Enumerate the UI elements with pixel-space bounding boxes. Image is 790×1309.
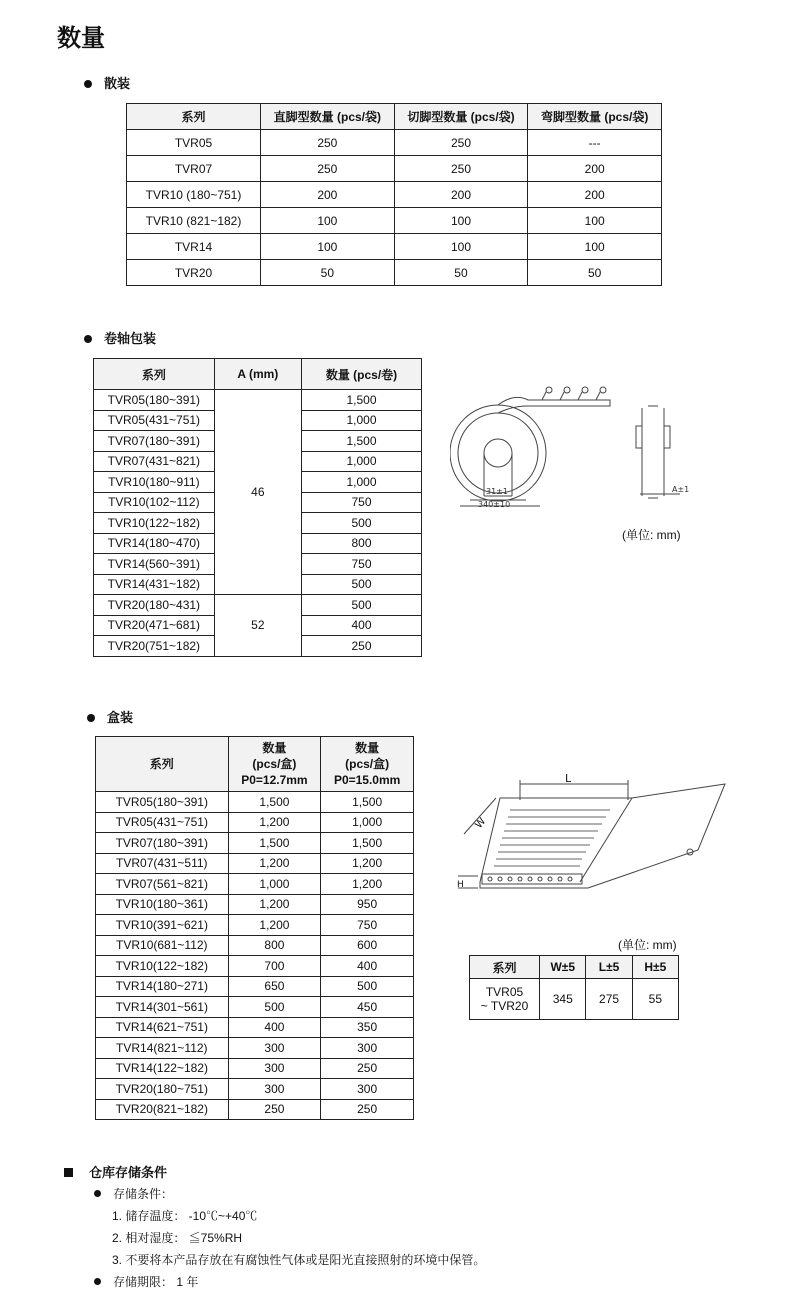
dim-series-cell [470, 979, 540, 1020]
table-cell: TVR10(681~112) [96, 935, 229, 956]
table-row [96, 1038, 414, 1059]
table-row [127, 156, 662, 182]
table-cell: 200 [528, 182, 662, 208]
quantity-cell: 500 [302, 513, 422, 534]
table-cell: 200 [261, 182, 395, 208]
table-row [96, 1058, 414, 1079]
table-cell: 300 [228, 1058, 321, 1079]
reel-header-qty: 数量 (pcs/卷) [302, 359, 422, 390]
table-row [96, 915, 414, 936]
table-row [127, 260, 662, 286]
table-row [94, 595, 422, 616]
table-cell: TVR10 (821~182) [127, 208, 261, 234]
series-cell: TVR10(122~182) [94, 513, 215, 534]
storage-condition [94, 1185, 173, 1202]
dim-series-line2: ~ TVR20 [480, 999, 529, 1013]
table-cell: 600 [321, 935, 414, 956]
table-row [96, 1099, 414, 1120]
quantity-cell: 1,000 [302, 451, 422, 472]
quantity-cell: 750 [302, 492, 422, 513]
table-cell: 50 [394, 260, 528, 286]
table-cell: 1,200 [321, 853, 414, 874]
bulk-heading-label: 散装 [104, 77, 131, 92]
table-cell: 200 [394, 182, 528, 208]
box-diagram [450, 770, 735, 910]
table-cell: 250 [321, 1058, 414, 1079]
table-row [96, 853, 414, 874]
table-row [96, 976, 414, 997]
table-cell: TVR14(180~271) [96, 976, 229, 997]
dim-table-row [470, 979, 679, 1020]
series-cell: TVR07(431~821) [94, 451, 215, 472]
dim-l-value: 275 [586, 979, 632, 1020]
storage-item: 1. 储存温度： -10℃~+40℃ [112, 1209, 258, 1223]
table-cell: 1,500 [228, 833, 321, 854]
table-row [96, 956, 414, 977]
table-cell: TVR20(180~751) [96, 1079, 229, 1100]
table-cell: 250 [321, 1099, 414, 1120]
reel-unit-label: (单位: mm) [622, 528, 681, 542]
series-cell: TVR14(560~391) [94, 554, 215, 575]
table-cell: 500 [228, 997, 321, 1018]
bulk-header-series: 系列 [127, 104, 261, 130]
box-header-pitch: P0=15.0mm [333, 773, 401, 787]
table-cell: 650 [228, 976, 321, 997]
table-cell: 200 [528, 156, 662, 182]
dim-h-value: 55 [632, 979, 678, 1020]
quantity-cell: 1,500 [302, 390, 422, 411]
table-row [96, 935, 414, 956]
box-header-p150 [321, 737, 414, 792]
table-cell: 250 [228, 1099, 321, 1120]
table-cell: 100 [394, 208, 528, 234]
series-cell: TVR20(180~431) [94, 595, 215, 616]
dim-series-line1: TVR05 [485, 985, 524, 999]
table-row [127, 182, 662, 208]
dim-header-h: H±5 [632, 956, 678, 979]
box-dim-table [469, 955, 679, 1020]
table-cell: 350 [321, 1017, 414, 1038]
storage-heading-label: 仓库存储条件 [89, 1166, 168, 1181]
square-bullet-icon [64, 1168, 73, 1177]
table-cell: TVR07(180~391) [96, 833, 229, 854]
table-row [94, 390, 422, 411]
table-cell: 1,500 [321, 792, 414, 813]
quantity-cell: 750 [302, 554, 422, 575]
table-row [127, 208, 662, 234]
series-cell: TVR10(102~112) [94, 492, 215, 513]
table-cell: 1,200 [228, 915, 321, 936]
storage-condition-label: 存储条件： [113, 1187, 174, 1201]
table-cell: TVR10(391~621) [96, 915, 229, 936]
bullet-icon [94, 1190, 101, 1197]
quantity-cell: 1,000 [302, 410, 422, 431]
box-table [95, 736, 414, 1120]
table-cell: 950 [321, 894, 414, 915]
series-cell: TVR10(180~911) [94, 472, 215, 493]
table-cell: 750 [321, 915, 414, 936]
box-header-p127 [228, 737, 321, 792]
quantity-cell: 500 [302, 574, 422, 595]
series-cell: TVR07(180~391) [94, 431, 215, 452]
table-cell: 400 [321, 956, 414, 977]
table-cell: 50 [528, 260, 662, 286]
box-heading [87, 707, 133, 726]
bulk-table [126, 103, 662, 286]
table-cell: 300 [228, 1079, 321, 1100]
table-cell: TVR10(122~182) [96, 956, 229, 977]
bullet-icon [84, 335, 92, 343]
a-value-cell: 46 [214, 390, 301, 595]
table-cell: TVR14(122~182) [96, 1058, 229, 1079]
table-cell: TVR07 [127, 156, 261, 182]
box-header-pitch: P0=12.7mm [241, 773, 308, 787]
a-value-cell: 52 [214, 595, 301, 657]
reel-header-a: A (mm) [214, 359, 301, 390]
storage-item: 2. 相对湿度： ≦75%RH [112, 1231, 243, 1245]
table-cell: 250 [261, 156, 395, 182]
reel-dim-outer: 340±10 [478, 500, 511, 509]
series-cell: TVR20(471~681) [94, 615, 215, 636]
table-row [127, 130, 662, 156]
reel-diagram [450, 378, 680, 518]
table-cell: TVR05(431~751) [96, 812, 229, 833]
table-row [96, 1079, 414, 1100]
box-unit-label: (单位: mm) [618, 938, 677, 952]
table-cell: TVR05(180~391) [96, 792, 229, 813]
table-row [96, 792, 414, 813]
series-cell: TVR14(431~182) [94, 574, 215, 595]
box-dim-w: W [473, 816, 489, 831]
table-cell: 1,200 [321, 874, 414, 895]
table-cell: 1,500 [321, 833, 414, 854]
quantity-cell: 400 [302, 615, 422, 636]
reel-heading-label: 卷轴包装 [104, 332, 157, 347]
box-header-qty: 数量 [262, 741, 287, 755]
table-cell: TVR14(301~561) [96, 997, 229, 1018]
series-cell: TVR14(180~470) [94, 533, 215, 554]
quantity-cell: 1,000 [302, 472, 422, 493]
reel-dim-a: A±1 [672, 485, 690, 494]
box-dim-l: L [565, 772, 572, 785]
table-cell: 100 [261, 208, 395, 234]
table-cell: 250 [394, 130, 528, 156]
table-cell: 1,200 [228, 812, 321, 833]
storage-item: 3. 不要将本产品存放在有腐蚀性气体或是阳光直接照射的环境中保管。 [112, 1253, 486, 1267]
box-header-unit: (pcs/盒) [252, 757, 297, 771]
table-cell: TVR20(821~182) [96, 1099, 229, 1120]
table-row [96, 997, 414, 1018]
box-heading-label: 盒装 [107, 711, 134, 726]
table-cell: TVR14 [127, 234, 261, 260]
table-cell: 100 [528, 234, 662, 260]
table-cell: 1,200 [228, 853, 321, 874]
quantity-cell: 250 [302, 636, 422, 657]
table-cell: 300 [228, 1038, 321, 1059]
bullet-icon [87, 714, 95, 722]
reel-dim-inner: 31±1 [486, 487, 508, 496]
reel-header-series: 系列 [94, 359, 215, 390]
table-row [96, 1017, 414, 1038]
table-cell: 1,500 [228, 792, 321, 813]
box-header-series: 系列 [96, 737, 229, 792]
table-cell: TVR07(431~511) [96, 853, 229, 874]
reel-heading [84, 328, 156, 347]
table-cell: 300 [321, 1038, 414, 1059]
table-cell: 1,000 [321, 812, 414, 833]
quantity-cell: 800 [302, 533, 422, 554]
table-cell: 250 [394, 156, 528, 182]
table-row [127, 234, 662, 260]
table-cell: 100 [528, 208, 662, 234]
bulk-header-cut: 切脚型数量 (pcs/袋) [394, 104, 528, 130]
dim-w-value: 345 [540, 979, 586, 1020]
dim-header-l: L±5 [586, 956, 632, 979]
box-header-qty: 数量 [355, 741, 380, 755]
table-cell: TVR10(180~361) [96, 894, 229, 915]
series-cell: TVR20(751~182) [94, 636, 215, 657]
table-cell: TVR07(561~821) [96, 874, 229, 895]
table-cell: 250 [261, 130, 395, 156]
table-cell: 450 [321, 997, 414, 1018]
dim-header-w: W±5 [540, 956, 586, 979]
table-row [96, 833, 414, 854]
storage-period [94, 1273, 198, 1290]
quantity-cell: 500 [302, 595, 422, 616]
table-cell: 800 [228, 935, 321, 956]
bullet-icon [94, 1278, 101, 1285]
table-cell: --- [528, 130, 662, 156]
table-cell: TVR10 (180~751) [127, 182, 261, 208]
table-cell: 1,200 [228, 894, 321, 915]
dim-header-series: 系列 [470, 956, 540, 979]
bulk-header-bent: 弯脚型数量 (pcs/袋) [528, 104, 662, 130]
box-header-unit: (pcs/盒) [345, 757, 390, 771]
table-cell: 300 [321, 1079, 414, 1100]
bullet-icon [84, 80, 92, 88]
table-row [96, 894, 414, 915]
table-cell: 500 [321, 976, 414, 997]
storage-period-label: 存储期限： 1 年 [113, 1275, 199, 1289]
reel-table [93, 358, 422, 657]
table-cell: 100 [394, 234, 528, 260]
table-cell: 1,000 [228, 874, 321, 895]
table-row [96, 874, 414, 895]
series-cell: TVR05(180~391) [94, 390, 215, 411]
table-cell: 50 [261, 260, 395, 286]
page-title: 数量 [57, 24, 105, 52]
table-cell: 400 [228, 1017, 321, 1038]
box-dim-h: H [457, 880, 464, 890]
table-row [96, 812, 414, 833]
series-cell: TVR05(431~751) [94, 410, 215, 431]
table-cell: TVR14(621~751) [96, 1017, 229, 1038]
table-cell: 100 [261, 234, 395, 260]
bulk-heading [84, 73, 130, 92]
table-cell: 700 [228, 956, 321, 977]
quantity-cell: 1,500 [302, 431, 422, 452]
bulk-header-straight: 直脚型数量 (pcs/袋) [261, 104, 395, 130]
storage-heading [64, 1162, 167, 1181]
table-cell: TVR05 [127, 130, 261, 156]
table-cell: TVR14(821~112) [96, 1038, 229, 1059]
table-cell: TVR20 [127, 260, 261, 286]
